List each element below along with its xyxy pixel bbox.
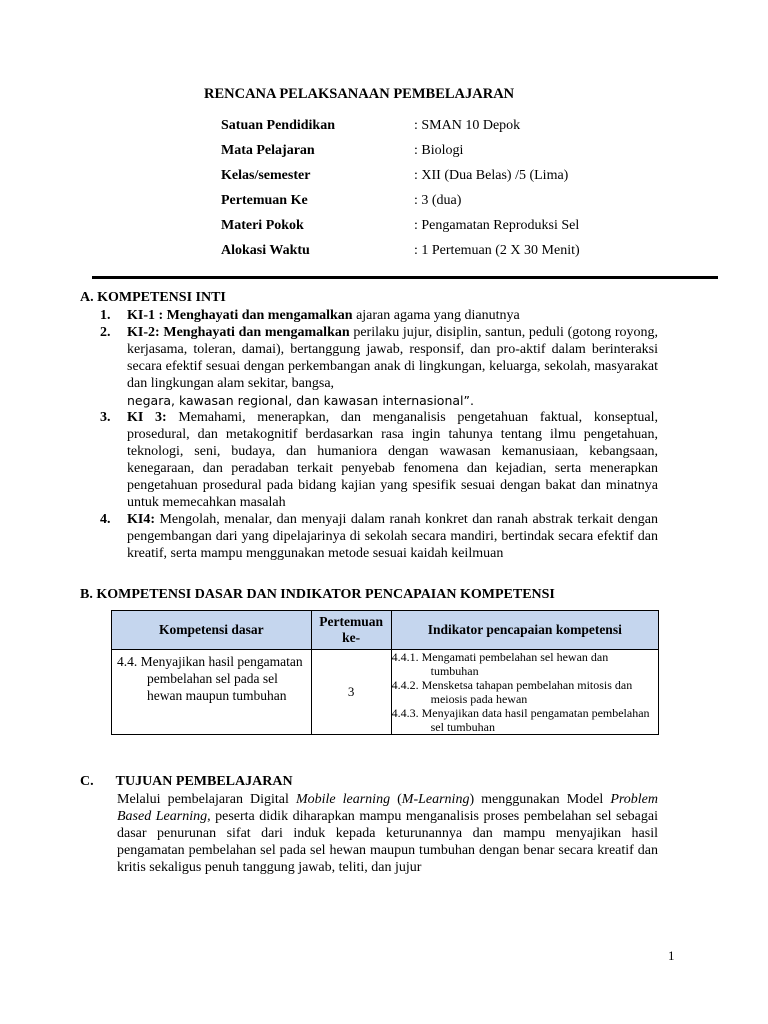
info-value: : Biologi	[414, 143, 464, 158]
table-header: Pertemuan ke-	[311, 611, 391, 650]
table-header: Indikator pencapaian kompetensi	[391, 611, 658, 650]
tujuan-text: , peserta didik diharapkan mampu menganalisis proses pembelahan sel sebagai dasar penurunan sifat dari induk kepada keturunannya dan mampu menyajikan hasil pengamatan pembelahan sel pada sel hewan maupun tumbuhan dengan benar secara kreatif dan kritis sekaligus penuh tanggung jawab, teliti, dan jujur	[117, 809, 658, 875]
table-header-row	[112, 611, 659, 650]
tujuan-paragraph	[117, 791, 658, 876]
info-value: : 1 Pertemuan (2 X 30 Menit)	[414, 243, 580, 258]
ki-text: Mengolah, menalar, dan menyaji dalam ranah konkret dan ranah abstrak terkait dengan pengembangan dari yang dipelajarinya di sekolah secara mandiri, bertindak secara efektif dan kreatif, serta mampu menggunakan metode sesuai kaidah keilmuan	[127, 512, 658, 561]
competency-table	[111, 610, 659, 735]
info-label: Mata Pelajaran	[221, 143, 315, 158]
info-label: Satuan Pendidikan	[221, 118, 335, 133]
ki-text: perilaku jujur, disiplin, santun, peduli (gotong royong, kerjasama, toleran, damai), bertanggung jawab, responsif, dan pro-aktif dalam berinteraksi secara efektif sesuai dengan perkembangan anak di lingkungan, keluarga, sekolah, masyarakat dan lingkungan alam sekitar, bangsa,	[127, 325, 659, 391]
ki-number: 2.	[100, 325, 111, 340]
tujuan-italic: M-Learning	[401, 792, 470, 807]
info-value: : XII (Dua Belas) /5 (Lima)	[414, 168, 569, 183]
info-label: Materi Pokok	[221, 218, 304, 233]
tujuan-text: (	[390, 792, 402, 807]
kd-text: 4.4. Menyajikan hasil pengamatan pembelahan sel pada sel hewan maupun tumbuhan	[117, 654, 303, 703]
indicator-item: 4.4.3. Menyajikan data hasil pengamatan pembelahan sel tumbuhan	[391, 706, 650, 734]
ki-bold: KI-1 : Menghayati dan mengamalkan	[127, 308, 353, 323]
ki-bold: KI-2: Menghayati dan mengamalkan	[127, 325, 350, 340]
indicator-item: 4.4.2. Mensketsa tahapan pembelahan mitosis dan meiosis pada hewan	[391, 678, 633, 706]
ki-number: 3.	[100, 410, 111, 425]
section-a-heading: A. KOMPETENSI INTI	[80, 290, 226, 305]
ki-number: 1.	[100, 308, 111, 323]
ki-item	[100, 409, 658, 511]
tujuan-text: ) menggunakan Model	[469, 792, 611, 807]
section-c-title: TUJUAN PEMBELAJARAN	[115, 774, 293, 789]
indicator-item: 4.4.1. Mengamati pembelahan sel hewan dan tumbuhan	[391, 650, 609, 678]
ki-text-tail: negara, kawasan regional, dan kawasan internasional”.	[127, 393, 474, 408]
info-label: Pertemuan Ke	[221, 193, 308, 208]
table-row	[112, 650, 659, 735]
section-c-letter: C.	[80, 774, 94, 789]
ki-text: ajaran agama yang dianutnya	[352, 308, 520, 323]
info-value: : 3 (dua)	[414, 193, 462, 208]
header-divider	[92, 276, 718, 279]
indicator-cell	[391, 650, 658, 735]
kd-cell	[112, 650, 312, 735]
meeting-cell: 3	[311, 650, 391, 735]
ki-item	[100, 511, 658, 562]
ki-bold: KI 3:	[127, 410, 167, 425]
tujuan-italic: Problem Based Learning	[117, 792, 659, 824]
ki-bold: KI4:	[127, 512, 155, 527]
info-value: : SMAN 10 Depok	[414, 118, 521, 133]
page-number: 1	[668, 948, 675, 963]
tujuan-italic: Mobile learning	[295, 792, 391, 807]
document-title: RENCANA PELAKSANAAN PEMBELAJARAN	[204, 86, 515, 102]
section-c-heading	[80, 774, 293, 790]
info-label: Kelas/semester	[221, 168, 311, 183]
tujuan-text: Melalui pembelajaran Digital	[117, 792, 296, 807]
info-value: : Pengamatan Reproduksi Sel	[414, 218, 580, 233]
info-label: Alokasi Waktu	[221, 243, 310, 258]
ki-item	[100, 307, 658, 324]
ki-number: 4.	[100, 512, 111, 527]
table-header: Kompetensi dasar	[112, 611, 312, 650]
ki-text: Memahami, menerapkan, dan menganalisis pengetahuan faktual, konseptual, prosedural, dan metakognitif berdasarkan rasa ingin tahunya tentang ilmu pengetahuan, teknologi, seni, budaya, dan humaniora dengan wawasan kemanusiaan, kebangsaan, kenegaraan, dan peradaban terkait penyebab fenomena dan kejadian, serta menerapkan pengetahuan prosedural pada bidang kajian yang spesifik sesuai dengan bakat dan minatnya untuk memecahkan masalah	[127, 410, 658, 510]
section-b-heading: B. KOMPETENSI DASAR DAN INDIKATOR PENCAPAIAN KOMPETENSI	[80, 587, 555, 602]
ki-item	[100, 324, 658, 410]
